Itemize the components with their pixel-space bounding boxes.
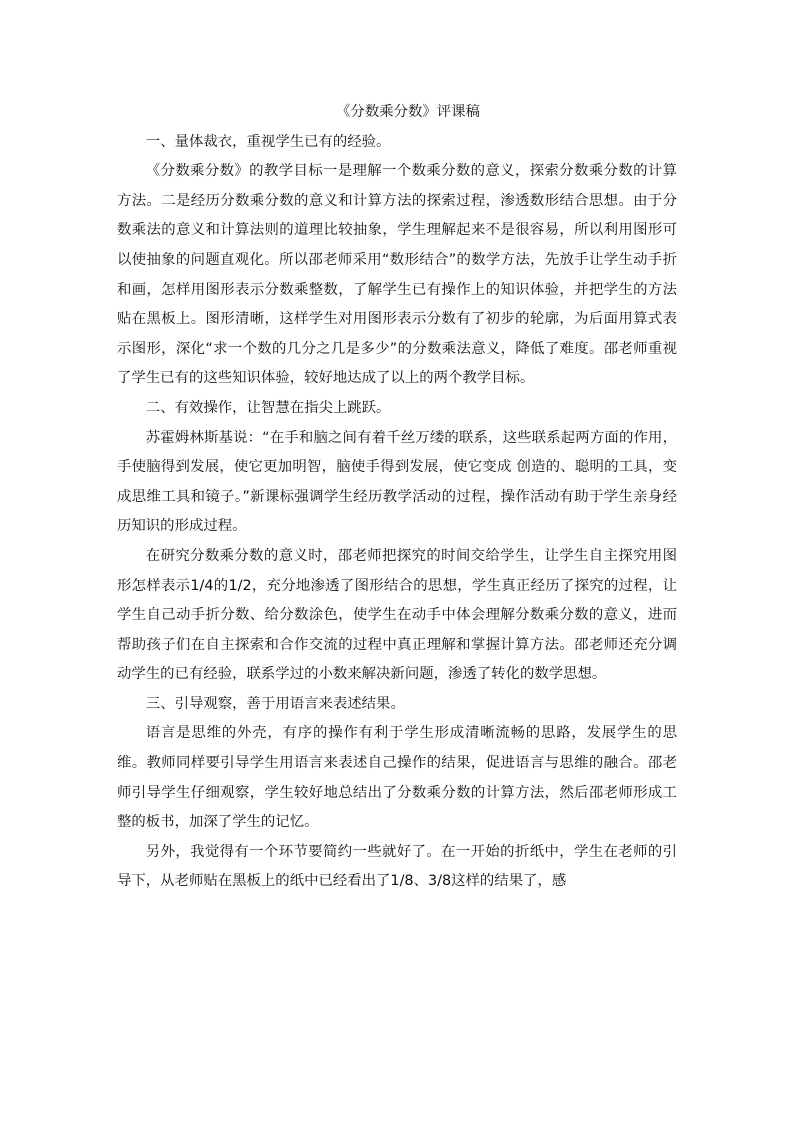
paragraph-1: 《分数乘分数》的教学目标一是理解一个数乘分数的意义，探索分数乘分数的计算方法。二是经历分数乘分数的意义和计算方法的探索过程，渗透数形结合思想。由于分数乘法的意义和计算法则的道理比较抽象，学生理解起来不是很容易，所以利用图形可以使抽象的问题直观化。所以邵老师采用“数形结合”的数学方法，先放手让学生动手折和画，怎样用图形表示分数乘整数，了解学生已有操作上的知识体验，并把学生的方法贴在黑板上。图形清晰，这样学生对用图形表示分数有了初步的轮廓，为后面用算式表示图形，深化“求一个数的几分之几是多少”的分数乘法意义，降低了难度。邵老师重视了学生已有的这些知识体验，较好地达成了以上的两个教学目标。 — [117, 163, 677, 387]
section-heading-1: 一、量体裁衣，重视学生已有的经验。 — [145, 133, 391, 150]
paragraph-2: 苏霍姆林斯基说：“在手和脑之间有着千丝万缕的联系，这些联系起两方面的作用，手使脑得到发展，使它更加明智，脑使手得到发展，使它变成 创造的、聪明的工具，变成思维工具和镜子。”新课标强调学生经历教学活动的过程，操作活动有助于学生亲身经历知识的形成过程。 — [117, 429, 677, 535]
paragraph-5: 另外，我觉得有一个环节要简约一些就好了。在一开始的折纸中，学生在老师的引导下，从老师贴在黑板上的纸中已经看出了1/8、3/8这样的结果了，感 — [117, 843, 677, 890]
paragraph-4: 语言是思维的外壳，有序的操作有利于学生形成清晰流畅的思路，发展学生的思维。教师同样要引导学生用语言来表述自己操作的结果，促进语言与思维的融合。邵老师引导学生仔细观察，学生较好地总结出了分数乘分数的计算方法，然后邵老师形成工整的板书，加深了学生的记忆。 — [117, 725, 677, 831]
document-page — [117, 98, 677, 897]
section-heading-3: 三、引导观察，善于用语言来表述结果。 — [145, 695, 405, 712]
section-heading-2: 二、有效操作，让智慧在指尖上跳跃。 — [145, 399, 391, 416]
paragraph-3: 在研究分数乘分数的意义时，邵老师把探究的时间交给学生，让学生自主探究用图形怎样表示1/4的1/2，充分地渗透了图形结合的思想，学生真正经历了探究的过程，让学生自己动手折分数、给分数涂色，使学生在动手中体会理解分数乘分数的意义，进而帮助孩子们在自主探索和合作交流的过程中真正理解和掌握计算方法。邵老师还充分调动学生的已有经验，联系学过的小数来解决新问题，渗透了转化的数学思想。 — [117, 547, 677, 683]
document-title: 《分数乘分数》评课稿 — [336, 104, 480, 120]
